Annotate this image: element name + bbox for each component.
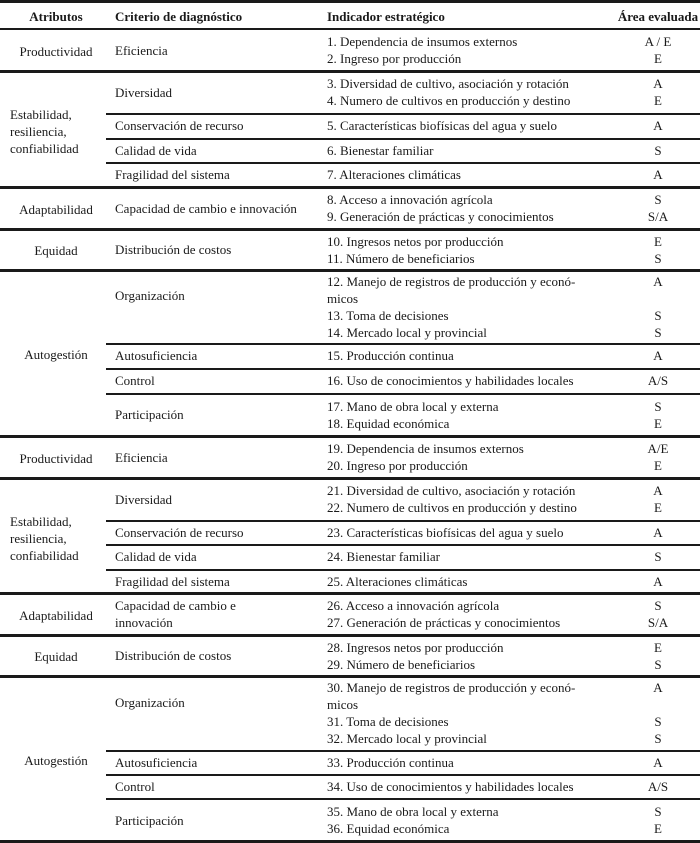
atributo-text: Adaptabilidad xyxy=(19,202,93,217)
indicador-text: 2. Ingreso por producción xyxy=(327,51,462,66)
area-text: S xyxy=(654,804,662,819)
group-rule xyxy=(0,675,700,678)
atributo-text: resiliencia, xyxy=(10,124,67,139)
header-bottom-rule xyxy=(0,28,700,30)
indicador-text: 13. Toma de decisiones xyxy=(327,308,449,323)
row-rule xyxy=(106,544,700,546)
row-rule xyxy=(106,138,700,140)
atributo-text: resiliencia, xyxy=(10,531,67,546)
atributo-text: confiabilidad xyxy=(10,548,79,563)
area-text: S xyxy=(654,325,662,340)
area-text: S/A xyxy=(647,209,669,224)
criterio-text: Capacidad de cambio e innovación xyxy=(115,201,297,216)
area-text: S xyxy=(654,192,662,207)
area-text: S xyxy=(654,251,662,266)
indicador-text: 1. Dependencia de insumos externos xyxy=(327,34,518,49)
indicador-text: 23. Características biofísicas del agua y suelo xyxy=(327,525,564,540)
criterio-text: Conservación de recurso xyxy=(115,525,244,540)
atributo-text: confiabilidad xyxy=(10,141,79,156)
area-text: A/E xyxy=(647,441,669,456)
area-text: A xyxy=(653,167,663,182)
area-text: A xyxy=(653,680,663,695)
criterio-text: Fragilidad del sistema xyxy=(115,574,230,589)
criterio-text: Participación xyxy=(115,407,184,422)
area-text: E xyxy=(654,93,662,108)
indicador-text: 8. Acceso a innovación agrícola xyxy=(327,192,493,207)
indicador-text: 30. Manejo de registros de producción y econó- xyxy=(327,680,576,695)
group-rule xyxy=(0,477,700,480)
area-text: E xyxy=(654,500,662,515)
criterio-text: innovación xyxy=(115,615,173,630)
group-rule xyxy=(0,70,700,73)
indicador-text: 29. Número de beneficiarios xyxy=(327,657,476,672)
header-criterio: Criterio de diagnóstico xyxy=(115,9,243,24)
indicador-text: 35. Mano de obra local y externa xyxy=(327,804,499,819)
atributo-text: Estabilidad, xyxy=(10,514,72,529)
criterio-text: Diversidad xyxy=(115,85,173,100)
area-text: S xyxy=(654,657,662,672)
area-text: A xyxy=(653,574,663,589)
area-text: A / E xyxy=(644,34,672,49)
criterio-text: Control xyxy=(115,373,155,388)
atributo-text: Equidad xyxy=(34,243,78,258)
criterio-text: Eficiencia xyxy=(115,450,168,465)
area-text: S xyxy=(654,731,662,746)
indicador-text: 18. Equidad económica xyxy=(327,416,450,431)
indicador-text: 7. Alteraciones climáticas xyxy=(327,167,461,182)
row-rule xyxy=(106,520,700,522)
indicador-text: 16. Uso de conocimientos y habilidades locales xyxy=(327,373,574,388)
indicador-text: 21. Diversidad de cultivo, asociación y rotación xyxy=(327,483,576,498)
indicador-text: 17. Mano de obra local y externa xyxy=(327,399,499,414)
criterio-text: Calidad de vida xyxy=(115,143,197,158)
indicador-text: 9. Generación de prácticas y conocimientos xyxy=(327,209,554,224)
row-rule xyxy=(106,343,700,345)
atributo-text: Productividad xyxy=(19,44,93,59)
atributo-text: Productividad xyxy=(19,451,93,466)
area-text: E xyxy=(654,640,662,655)
criterio-text: Control xyxy=(115,779,155,794)
indicador-text: 34. Uso de conocimientos y habilidades locales xyxy=(327,779,574,794)
criterio-text: Capacidad de cambio e xyxy=(115,598,236,613)
criterio-text: Diversidad xyxy=(115,492,173,507)
indicador-text: 28. Ingresos netos por producción xyxy=(327,640,504,655)
indicador-text: 19. Dependencia de insumos externos xyxy=(327,441,524,456)
row-rule xyxy=(106,750,700,752)
area-text: S xyxy=(654,714,662,729)
row-rule xyxy=(106,393,700,395)
indicador-text: 36. Equidad económica xyxy=(327,821,450,836)
indicador-text: 5. Características biofísicas del agua y suelo xyxy=(327,118,557,133)
group-rule xyxy=(0,435,700,438)
indicador-text: 10. Ingresos netos por producción xyxy=(327,234,504,249)
criterio-text: Conservación de recurso xyxy=(115,118,244,133)
indicador-text: micos xyxy=(327,291,359,306)
row-rule xyxy=(106,569,700,571)
group-rule xyxy=(0,592,700,595)
area-text: S xyxy=(654,308,662,323)
atributo-text: Equidad xyxy=(34,649,78,664)
indicador-text: 6. Bienestar familiar xyxy=(327,143,434,158)
atributo-text: Estabilidad, xyxy=(10,107,72,122)
header-atributos: Atributos xyxy=(29,9,83,24)
indicador-text: 32. Mercado local y provincial xyxy=(327,731,487,746)
area-text: S xyxy=(654,598,662,613)
area-text: A xyxy=(653,118,663,133)
indicador-text: 25. Alteraciones climáticas xyxy=(327,574,468,589)
atributo-text: Autogestión xyxy=(24,347,88,362)
criterio-text: Distribución de costos xyxy=(115,242,232,257)
area-text: S xyxy=(654,143,662,158)
area-text: E xyxy=(654,416,662,431)
indicador-text: 26. Acceso a innovación agrícola xyxy=(327,598,500,613)
criterio-text: Calidad de vida xyxy=(115,549,197,564)
area-text: E xyxy=(654,821,662,836)
group-rule xyxy=(0,269,700,272)
criterio-text: Eficiencia xyxy=(115,43,168,58)
group-rule xyxy=(0,186,700,189)
area-text: A xyxy=(653,483,663,498)
indicador-text: 15. Producción continua xyxy=(327,348,454,363)
area-text: A xyxy=(653,76,663,91)
criterio-text: Autosuficiencia xyxy=(115,755,198,770)
indicador-text: 33. Producción continua xyxy=(327,755,454,770)
area-text: A xyxy=(653,755,663,770)
table-top-rule xyxy=(0,0,700,3)
indicador-text: 11. Número de beneficiarios xyxy=(327,251,475,266)
area-text: S xyxy=(654,399,662,414)
indicador-text: 24. Bienestar familiar xyxy=(327,549,440,564)
area-text: S xyxy=(654,549,662,564)
area-text: E xyxy=(654,51,662,66)
row-rule xyxy=(106,162,700,164)
atributo-text: Adaptabilidad xyxy=(19,608,93,623)
area-text: A/S xyxy=(647,373,669,388)
criterio-text: Autosuficiencia xyxy=(115,348,198,363)
criterio-text: Organización xyxy=(115,695,185,710)
row-rule xyxy=(106,368,700,370)
header-area: Área evaluada xyxy=(617,9,699,24)
indicador-text: 4. Numero de cultivos en producción y destino xyxy=(327,93,571,108)
indicador-text: 3. Diversidad de cultivo, asociación y rotación xyxy=(327,76,569,91)
criterio-text: Fragilidad del sistema xyxy=(115,167,230,182)
area-text: A/S xyxy=(647,779,669,794)
row-rule xyxy=(106,774,700,776)
header-indicador: Indicador estratégico xyxy=(327,9,445,24)
indicador-text: 31. Toma de decisiones xyxy=(327,714,449,729)
area-text: A xyxy=(653,348,663,363)
area-text: E xyxy=(654,458,662,473)
area-text: S/A xyxy=(647,615,669,630)
indicador-text: 14. Mercado local y provincial xyxy=(327,325,487,340)
indicador-text: 22. Numero de cultivos en producción y destino xyxy=(327,500,577,515)
area-text: A xyxy=(653,274,663,289)
indicador-text: 27. Generación de prácticas y conocimientos xyxy=(327,615,561,630)
criterio-text: Distribución de costos xyxy=(115,648,232,663)
indicador-text: 12. Manejo de registros de producción y econó- xyxy=(327,274,576,289)
group-rule xyxy=(0,228,700,231)
area-text: E xyxy=(654,234,662,249)
group-rule xyxy=(0,634,700,637)
criterio-text: Participación xyxy=(115,813,184,828)
indicador-text: micos xyxy=(327,697,359,712)
area-text: A xyxy=(653,525,663,540)
row-rule xyxy=(106,798,700,800)
indicador-text: 20. Ingreso por producción xyxy=(327,458,468,473)
row-rule xyxy=(106,113,700,115)
atributo-text: Autogestión xyxy=(24,753,88,768)
criterio-text: Organización xyxy=(115,288,185,303)
